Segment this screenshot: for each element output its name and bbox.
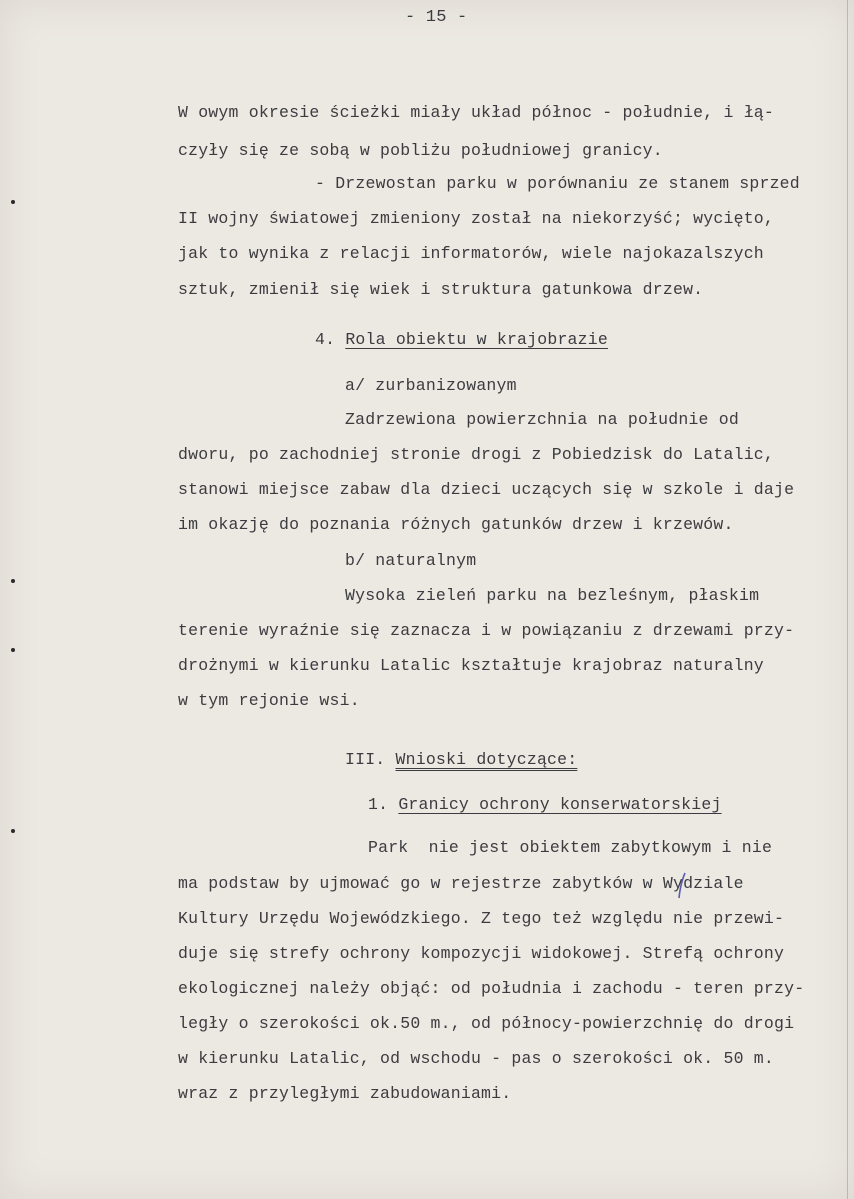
punch-hole-mark (11, 648, 15, 652)
text-line: Park nie jest obiektem zabytkowym i nie (368, 838, 773, 857)
text-line: W owym okresie ścieżki miały układ północ - południe, i łą- (178, 103, 774, 122)
text-line: - Drzewostan parku w porównaniu ze stanem sprzed (315, 174, 800, 193)
text-line: dworu, po zachodniej stronie drogi z Pobiedzisk do Latalic, (178, 445, 774, 464)
text-line: legły o szerokości ok.50 m., od północy-powierzchnię do drogi (178, 1014, 795, 1033)
pen-correction-mark (676, 872, 688, 900)
text-line: Wysoka zieleń parku na bezleśnym, płaskim (345, 586, 760, 605)
text-line: sztuk, zmienił się wiek i struktura gatunkowa drzew. (178, 280, 704, 299)
section-title: Granicy ochrony konserwatorskiej (398, 795, 722, 814)
chapter-title: Wnioski dotyczące: (395, 750, 578, 769)
text-line: II wojny światowej zmieniony został na niekorzyść; wycięto, (178, 209, 774, 228)
section-heading (368, 795, 722, 814)
text-line: Zadrzewiona powierzchnia na południe od (345, 410, 739, 429)
section-heading (315, 330, 608, 349)
text-line: stanowi miejsce zabaw dla dzieci uczących się w szkole i daje (178, 480, 795, 499)
page-number: - 15 - (405, 8, 468, 27)
text-line: im okazję do poznania różnych gatunków drzew i krzewów. (178, 515, 734, 534)
text-line: w tym rejonie wsi. (178, 691, 360, 710)
punch-hole-mark (11, 829, 15, 833)
text-line: drożnymi w kierunku Latalic kształtuje krajobraz naturalny (178, 656, 764, 675)
text-line: czyły się ze sobą w pobliżu południowej granicy. (178, 141, 663, 160)
text-line: duje się strefy ochrony kompozycji widokowej. Strefą ochrony (178, 944, 785, 963)
section-number: 1. (368, 795, 399, 814)
text-line: terenie wyraźnie się zaznacza i w powiązaniu z drzewami przy- (178, 621, 795, 640)
text-line: w kierunku Latalic, od wschodu - pas o szerokości ok. 50 m. (178, 1049, 774, 1068)
text-line: jak to wynika z relacji informatorów, wiele najokazalszych (178, 244, 764, 263)
chapter-heading (345, 750, 577, 769)
page-edge (847, 0, 848, 1199)
text-line: Kultury Urzędu Wojewódzkiego. Z tego też względu nie przewi- (178, 909, 785, 928)
text-line: ma podstaw by ujmować go w rejestrze zabytków w Wydziale (178, 874, 744, 893)
section-title: Rola obiektu w krajobrazie (345, 330, 608, 349)
text-line: wraz z przyległymi zabudowaniami. (178, 1084, 512, 1103)
text-line: ekologicznej należy objąć: od południa i zachodu - teren przy- (178, 979, 805, 998)
section-number: 4. (315, 330, 346, 349)
subsection-label: a/ zurbanizowanym (345, 376, 517, 395)
punch-hole-mark (11, 579, 15, 583)
chapter-number: III. (345, 750, 396, 769)
subsection-label: b/ naturalnym (345, 551, 477, 570)
punch-hole-mark (11, 200, 15, 204)
